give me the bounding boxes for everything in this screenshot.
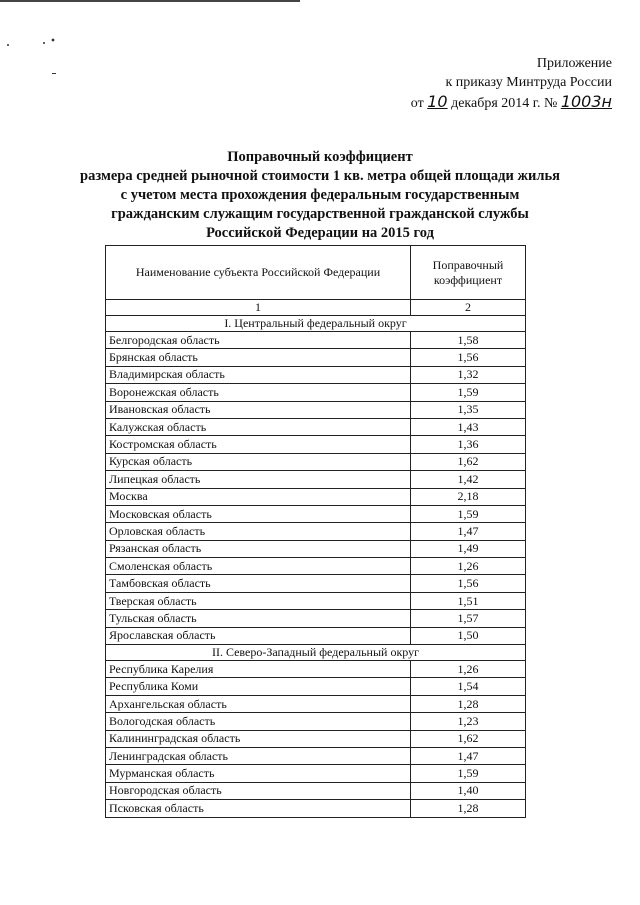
coefficient-cell: 1,62: [411, 453, 526, 470]
table-row: [106, 401, 526, 418]
table-row: [106, 471, 526, 488]
title-line-5: Российской Федерации на 2015 год: [206, 225, 434, 241]
coefficient-cell: 1,50: [411, 627, 526, 644]
subject-name-cell: Брянская область: [106, 349, 411, 366]
column-index-row: [106, 300, 526, 316]
section-title: I. Центральный федеральный округ: [106, 316, 526, 332]
document-title: [70, 148, 570, 243]
coefficient-cell: 1,54: [411, 678, 526, 695]
subject-name-cell: Республика Коми: [106, 678, 411, 695]
title-line-2: размера средней рыночной стоимости 1 кв. метра общей площади жилья: [80, 168, 560, 184]
table-row: [106, 610, 526, 627]
subject-name-cell: Калининградская область: [106, 730, 411, 747]
table-row: [106, 747, 526, 764]
coefficient-cell: 1,56: [411, 575, 526, 592]
column-index-2: 2: [411, 300, 526, 316]
coefficient-table: [105, 245, 526, 818]
coefficient-cell: 1,42: [411, 471, 526, 488]
coefficient-cell: 1,23: [411, 713, 526, 730]
subject-name-cell: Рязанская область: [106, 540, 411, 557]
subject-name-cell: Москва: [106, 488, 411, 505]
column-header-coefficient: Поправочный коэффициент: [411, 246, 526, 300]
subject-name-cell: Ярославская область: [106, 627, 411, 644]
subject-name-cell: Мурманская область: [106, 765, 411, 782]
subject-name-cell: Калужская область: [106, 418, 411, 435]
date-prefix: от: [410, 96, 424, 111]
table-row: [106, 695, 526, 712]
date-rest: декабря 2014 г. №: [451, 96, 558, 111]
title-line-1: Поправочный коэффициент: [227, 149, 413, 165]
table-row: [106, 661, 526, 678]
scan-specks-decoration: [0, 0, 80, 90]
handwritten-day: 10: [427, 92, 448, 111]
coefficient-cell: 1,28: [411, 800, 526, 817]
subject-name-cell: Смоленская область: [106, 558, 411, 575]
table-row: [106, 540, 526, 557]
coefficient-cell: 1,36: [411, 436, 526, 453]
subject-name-cell: Белгородская область: [106, 332, 411, 349]
table-row: [106, 366, 526, 383]
coefficient-cell: 1,49: [411, 540, 526, 557]
section-header-row: [106, 645, 526, 661]
coefficient-cell: 1,43: [411, 418, 526, 435]
subject-name-cell: Псковская область: [106, 800, 411, 817]
coefficient-cell: 1,59: [411, 505, 526, 522]
coefficient-cell: 1,58: [411, 332, 526, 349]
table-row: [106, 488, 526, 505]
subject-name-cell: Республика Карелия: [106, 661, 411, 678]
table-row: [106, 575, 526, 592]
column-header-subject: Наименование субъекта Российской Федерации: [106, 246, 411, 300]
subject-name-cell: Вологодская область: [106, 713, 411, 730]
table-row: [106, 678, 526, 695]
table-row: [106, 453, 526, 470]
table-row: [106, 592, 526, 609]
table-row: [106, 713, 526, 730]
table-row: [106, 418, 526, 435]
subject-name-cell: Липецкая область: [106, 471, 411, 488]
subject-name-cell: Воронежская область: [106, 384, 411, 401]
table-row: [106, 730, 526, 747]
table-row: [106, 558, 526, 575]
coefficient-cell: 1,35: [411, 401, 526, 418]
appendix-date-line: [411, 92, 612, 113]
subject-name-cell: Ивановская область: [106, 401, 411, 418]
coefficient-cell: 1,40: [411, 782, 526, 799]
subject-name-cell: Тамбовская область: [106, 575, 411, 592]
appendix-header: [411, 54, 612, 113]
table-row: [106, 436, 526, 453]
coefficient-cell: 1,62: [411, 730, 526, 747]
coefficient-cell: 1,32: [411, 366, 526, 383]
coefficient-cell: 2,18: [411, 488, 526, 505]
title-line-3: с учетом места прохождения федеральным государственным: [120, 187, 520, 203]
table-row: [106, 523, 526, 540]
table-row: [106, 765, 526, 782]
subject-name-cell: Архангельская область: [106, 695, 411, 712]
table-row: [106, 384, 526, 401]
subject-name-cell: Курская область: [106, 453, 411, 470]
section-title: II. Северо-Западный федеральный округ: [106, 645, 526, 661]
subject-name-cell: Костромская область: [106, 436, 411, 453]
coefficient-cell: 1,59: [411, 384, 526, 401]
subject-name-cell: Новгородская область: [106, 782, 411, 799]
appendix-title: Приложение: [536, 56, 612, 71]
table-row: [106, 627, 526, 644]
subject-name-cell: Московская область: [106, 505, 411, 522]
coefficient-cell: 1,57: [411, 610, 526, 627]
table-row: [106, 505, 526, 522]
coefficient-cell: 1,28: [411, 695, 526, 712]
handwritten-order-number: 1003н: [560, 92, 612, 111]
coefficient-cell: 1,56: [411, 349, 526, 366]
table-row: [106, 332, 526, 349]
coefficient-cell: 1,26: [411, 661, 526, 678]
subject-name-cell: Тульская область: [106, 610, 411, 627]
column-index-1: 1: [106, 300, 411, 316]
table-row: [106, 782, 526, 799]
title-line-4: гражданским служащим государственной гражданской службы: [111, 206, 529, 222]
subject-name-cell: Тверская область: [106, 592, 411, 609]
table-row: [106, 800, 526, 817]
appendix-order-ref: к приказу Минтруда России: [445, 75, 612, 90]
coefficient-cell: 1,59: [411, 765, 526, 782]
subject-name-cell: Орловская область: [106, 523, 411, 540]
subject-name-cell: Ленинградская область: [106, 747, 411, 764]
coefficient-cell: 1,47: [411, 523, 526, 540]
subject-name-cell: Владимирская область: [106, 366, 411, 383]
coefficient-cell: 1,51: [411, 592, 526, 609]
coefficient-cell: 1,47: [411, 747, 526, 764]
section-header-row: [106, 316, 526, 332]
coefficient-cell: 1,26: [411, 558, 526, 575]
table-row: [106, 349, 526, 366]
